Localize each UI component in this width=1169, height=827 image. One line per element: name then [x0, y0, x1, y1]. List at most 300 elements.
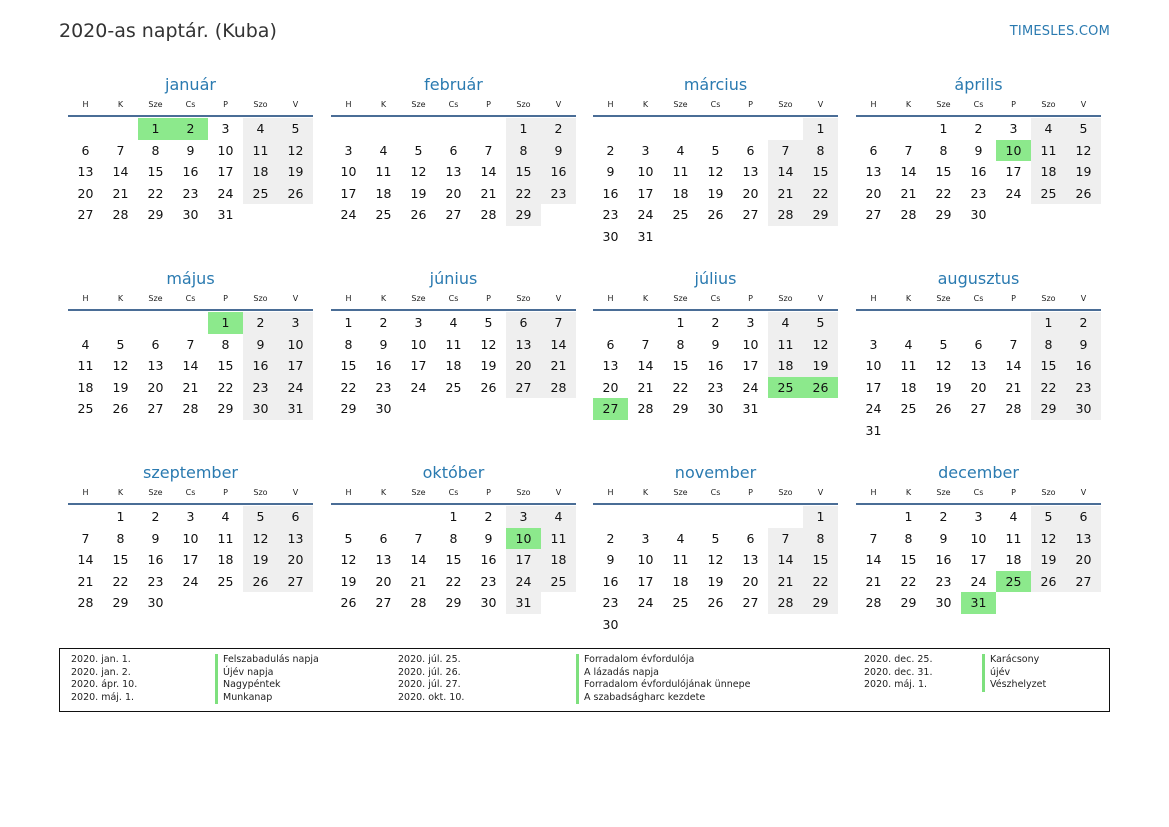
- header-rule: [593, 309, 838, 311]
- weekend-day: 20: [506, 355, 541, 377]
- weekday-label: Cs: [710, 488, 721, 497]
- day-cell: 27: [742, 595, 759, 611]
- empty-cell: [173, 592, 208, 614]
- day-cell: 24: [340, 207, 357, 223]
- weekend-day: 27: [506, 377, 541, 399]
- empty-cell: [768, 506, 803, 528]
- weekend-day: 9: [243, 334, 278, 356]
- weekday-label: Szo: [253, 294, 268, 303]
- legend-name: A szabadságharc kezdete: [584, 691, 706, 703]
- empty-cell: [331, 118, 366, 140]
- day-cell: 7: [1009, 336, 1018, 352]
- header-rule: [856, 115, 1101, 117]
- day-cell: 19: [707, 185, 724, 201]
- weekend-day: 2: [541, 118, 576, 140]
- day-cell: 20: [445, 185, 462, 201]
- weekday-label: Cs: [448, 294, 459, 303]
- weekday-label: Cs: [973, 294, 984, 303]
- weekend-day: 13: [506, 334, 541, 356]
- legend-name: Újév napja: [223, 666, 274, 678]
- empty-cell: [768, 226, 803, 248]
- empty-cell: [103, 312, 138, 334]
- empty-cell: [541, 398, 576, 420]
- day-cell: 30: [480, 595, 497, 611]
- empty-cell: [663, 226, 698, 248]
- weekday-label: P: [486, 488, 491, 497]
- week-row: [856, 161, 1101, 183]
- day-cell: 24: [410, 379, 427, 395]
- day-cell: 2: [711, 315, 720, 330]
- weekend-day: 6: [278, 506, 313, 528]
- day-cell: 18: [900, 379, 917, 395]
- week-row: [68, 334, 313, 356]
- day-cell: 17: [410, 358, 427, 374]
- day-cell: 10: [410, 336, 427, 352]
- day-cell: 26: [112, 401, 129, 417]
- empty-cell: [278, 592, 313, 614]
- weekend-day: 9: [1066, 334, 1101, 356]
- day-cell: 5: [711, 530, 720, 546]
- day-cell: 23: [707, 379, 724, 395]
- legend-name: Forradalom évfordulójának ünnepe: [584, 679, 751, 691]
- weekday-header: [331, 486, 576, 500]
- day-cell: 21: [410, 573, 427, 589]
- day-cell: 22: [340, 379, 357, 395]
- day-cell: 17: [182, 552, 199, 568]
- day-cell: 15: [217, 358, 234, 374]
- weekend-day: 24: [278, 377, 313, 399]
- header-rule: [331, 115, 576, 117]
- weekend-day: 28: [541, 377, 576, 399]
- weekend-day: 5: [803, 312, 838, 334]
- day-cell: 22: [112, 573, 129, 589]
- empty-cell: [996, 420, 1031, 442]
- day-cell: 15: [900, 552, 917, 568]
- day-cell: 8: [221, 336, 230, 352]
- empty-cell: [208, 592, 243, 614]
- day-cell: 20: [742, 573, 759, 589]
- day-cell: 5: [344, 530, 353, 546]
- weekday-label: V: [292, 294, 299, 303]
- week-row: [331, 549, 576, 571]
- month-10: [331, 462, 576, 614]
- empty-cell: [103, 118, 138, 140]
- day-cell: 21: [1005, 379, 1022, 395]
- day-cell: 17: [340, 185, 357, 201]
- day-cell: 25: [77, 401, 94, 417]
- weekday-label: P: [748, 294, 753, 303]
- day-cell: 28: [480, 207, 497, 223]
- day-cell: 27: [445, 207, 462, 223]
- day-cell: 31: [637, 228, 654, 244]
- weekend-day: 14: [768, 161, 803, 183]
- empty-cell: [506, 398, 541, 420]
- weekday-label: Cs: [185, 100, 196, 109]
- weekday-label: Szo: [253, 100, 268, 109]
- day-cell: 12: [707, 552, 724, 568]
- empty-cell: [803, 226, 838, 248]
- empty-cell: [698, 506, 733, 528]
- day-cell: 26: [935, 401, 952, 417]
- empty-cell: [733, 614, 768, 636]
- empty-cell: [803, 398, 838, 420]
- header-rule: [68, 503, 313, 505]
- day-cell: 21: [182, 379, 199, 395]
- day-cell: 22: [900, 573, 917, 589]
- empty-cell: [768, 118, 803, 140]
- legend-date: 2020. júl. 25.: [398, 654, 461, 665]
- day-cell: 2: [484, 509, 493, 524]
- day-cell: 18: [672, 573, 689, 589]
- day-cell: 18: [217, 552, 234, 568]
- weekday-label: Cs: [448, 488, 459, 497]
- empty-cell: [698, 226, 733, 248]
- empty-cell: [436, 118, 471, 140]
- empty-cell: [891, 312, 926, 334]
- day-cell: 7: [116, 142, 125, 158]
- legend-name: újév: [990, 666, 1011, 678]
- weekend-day: 31: [506, 592, 541, 614]
- day-cell: 8: [449, 530, 458, 546]
- day-cell: 8: [116, 530, 125, 546]
- week-row: [331, 571, 576, 593]
- week-row: [856, 334, 1101, 356]
- day-cell: 22: [147, 185, 164, 201]
- day-cell: 23: [935, 573, 952, 589]
- weekend-day: 12: [803, 334, 838, 356]
- month-name: december: [938, 463, 1019, 482]
- day-cell: 21: [77, 573, 94, 589]
- weekend-day: 31: [278, 398, 313, 420]
- week-row: [68, 377, 313, 399]
- day-cell: 11: [445, 336, 462, 352]
- empty-cell: [628, 312, 663, 334]
- weekday-label: Szo: [778, 488, 793, 497]
- day-cell: 7: [414, 530, 423, 546]
- day-cell: 17: [865, 379, 882, 395]
- weekend-day: 17: [506, 549, 541, 571]
- day-cell: 1: [449, 509, 458, 524]
- week-row: [331, 204, 576, 226]
- day-cell: 4: [904, 336, 913, 352]
- month-name: június: [429, 269, 478, 288]
- day-cell: 3: [221, 121, 230, 136]
- day-cell: 22: [935, 185, 952, 201]
- weekend-day: 2: [1066, 312, 1101, 334]
- weekday-label: K: [642, 100, 649, 109]
- day-cell: 4: [1009, 509, 1018, 524]
- weekend-day: 19: [1066, 161, 1101, 183]
- empty-cell: [733, 118, 768, 140]
- week-row: [331, 334, 576, 356]
- day-cell: 15: [112, 552, 129, 568]
- day-cell: 30: [602, 228, 619, 244]
- holiday-day: 31: [961, 592, 996, 614]
- weekend-day: 30: [1066, 398, 1101, 420]
- weekday-label: V: [555, 294, 562, 303]
- weekday-label: K: [905, 488, 912, 497]
- day-cell: 17: [742, 358, 759, 374]
- day-cell: 13: [147, 358, 164, 374]
- weekend-day: 12: [1031, 528, 1066, 550]
- day-cell: 2: [606, 142, 615, 158]
- day-cell: 23: [147, 573, 164, 589]
- week-row: [856, 549, 1101, 571]
- day-cell: 25: [445, 379, 462, 395]
- day-cell: 6: [81, 142, 90, 158]
- week-row: [856, 571, 1101, 593]
- day-cell: 1: [904, 509, 913, 524]
- header-rule: [68, 309, 313, 311]
- day-cell: 25: [900, 401, 917, 417]
- empty-cell: [628, 118, 663, 140]
- legend-dates-3: [864, 654, 932, 692]
- day-cell: 11: [77, 358, 94, 374]
- weekday-label: K: [117, 100, 124, 109]
- day-cell: 26: [707, 595, 724, 611]
- weekday-label: Sze: [936, 100, 951, 109]
- weekend-day: 12: [278, 140, 313, 162]
- weekend-day: 11: [768, 334, 803, 356]
- day-cell: 8: [676, 336, 685, 352]
- day-cell: 27: [970, 401, 987, 417]
- day-cell: 12: [480, 336, 497, 352]
- week-row: [331, 528, 576, 550]
- header-rule: [856, 503, 1101, 505]
- weekday-header: [68, 292, 313, 306]
- day-cell: 3: [344, 142, 353, 158]
- week-row: [593, 614, 838, 636]
- month-4: [856, 74, 1101, 226]
- day-cell: 3: [641, 530, 650, 546]
- week-row: [856, 398, 1101, 420]
- empty-cell: [593, 118, 628, 140]
- holiday-day: 1: [208, 312, 243, 334]
- day-cell: 12: [340, 552, 357, 568]
- empty-cell: [401, 118, 436, 140]
- month-2: [331, 74, 576, 226]
- empty-cell: [961, 420, 996, 442]
- weekday-label: Sze: [411, 488, 426, 497]
- day-cell: 9: [151, 530, 160, 546]
- weekday-label: P: [1011, 488, 1016, 497]
- week-row: [331, 377, 576, 399]
- weekend-day: 2: [243, 312, 278, 334]
- day-cell: 2: [939, 509, 948, 524]
- day-cell: 2: [379, 315, 388, 330]
- holiday-day: 2: [173, 118, 208, 140]
- weekday-label: K: [380, 100, 387, 109]
- day-cell: 30: [602, 616, 619, 632]
- week-row: [68, 528, 313, 550]
- holiday-day: 26: [803, 377, 838, 399]
- weekday-label: H: [870, 294, 877, 303]
- week-row: [593, 334, 838, 356]
- weekend-day: 16: [243, 355, 278, 377]
- week-row: [593, 161, 838, 183]
- empty-cell: [926, 420, 961, 442]
- weekday-label: K: [380, 294, 387, 303]
- weekday-label: Szo: [1041, 294, 1056, 303]
- week-row: [593, 398, 838, 420]
- site-link[interactable]: TIMESLES.COM: [1009, 24, 1110, 39]
- week-row: [856, 140, 1101, 162]
- weekday-label: P: [223, 294, 228, 303]
- day-cell: 28: [77, 595, 94, 611]
- day-cell: 27: [375, 595, 392, 611]
- empty-cell: [733, 506, 768, 528]
- day-cell: 18: [1005, 552, 1022, 568]
- weekend-day: 22: [1031, 377, 1066, 399]
- day-cell: 14: [480, 164, 497, 180]
- weekend-day: 15: [803, 161, 838, 183]
- empty-cell: [593, 506, 628, 528]
- month-name: szeptember: [142, 463, 238, 482]
- day-cell: 9: [484, 530, 493, 546]
- day-cell: 30: [147, 595, 164, 611]
- weekday-label: V: [292, 100, 299, 109]
- weekday-label: P: [748, 100, 753, 109]
- legend-date: 2020. máj. 1.: [71, 691, 135, 703]
- day-cell: 16: [707, 358, 724, 374]
- day-cell: 31: [865, 422, 882, 438]
- legend-date: 2020. jan. 1.: [71, 654, 131, 665]
- day-cell: 27: [865, 207, 882, 223]
- empty-cell: [803, 614, 838, 636]
- day-cell: 28: [637, 401, 654, 417]
- day-cell: 16: [602, 573, 619, 589]
- week-row: [593, 506, 838, 528]
- legend-date: 2020. júl. 27.: [398, 679, 461, 691]
- weekday-label: V: [817, 488, 824, 497]
- day-cell: 19: [112, 379, 129, 395]
- day-cell: 24: [637, 207, 654, 223]
- weekend-day: 1: [1031, 312, 1066, 334]
- weekday-label: P: [1011, 100, 1016, 109]
- weekday-label: V: [555, 100, 562, 109]
- weekend-day: 6: [1066, 506, 1101, 528]
- month-name: november: [674, 463, 757, 482]
- day-cell: 7: [81, 530, 90, 546]
- weekday-label: Cs: [710, 100, 721, 109]
- day-cell: 2: [606, 530, 615, 546]
- week-row: [593, 140, 838, 162]
- week-row: [68, 161, 313, 183]
- weekend-day: 29: [1031, 398, 1066, 420]
- week-row: [68, 398, 313, 420]
- day-cell: 6: [606, 336, 615, 352]
- empty-cell: [768, 398, 803, 420]
- legend-name: Karácsony: [990, 654, 1040, 665]
- empty-cell: [663, 614, 698, 636]
- day-cell: 13: [970, 358, 987, 374]
- empty-cell: [856, 506, 891, 528]
- week-row: [68, 204, 313, 226]
- weekday-label: Cs: [448, 100, 459, 109]
- empty-cell: [891, 118, 926, 140]
- month-name: október: [422, 463, 485, 482]
- weekday-label: Sze: [148, 488, 163, 497]
- weekend-day: 21: [768, 183, 803, 205]
- day-cell: 23: [970, 185, 987, 201]
- day-cell: 18: [445, 358, 462, 374]
- day-cell: 4: [379, 142, 388, 158]
- weekend-day: 23: [541, 183, 576, 205]
- day-cell: 7: [186, 336, 195, 352]
- day-cell: 25: [672, 595, 689, 611]
- day-cell: 1: [676, 315, 685, 330]
- week-row: [593, 528, 838, 550]
- day-cell: 30: [375, 401, 392, 417]
- weekday-label: V: [1080, 100, 1087, 109]
- day-cell: 19: [480, 358, 497, 374]
- month-name: augusztus: [937, 269, 1020, 288]
- day-cell: 10: [970, 530, 987, 546]
- day-cell: 8: [151, 142, 160, 158]
- week-row: [856, 312, 1101, 334]
- empty-cell: [663, 506, 698, 528]
- weekend-day: 1: [803, 118, 838, 140]
- holiday-day: 25: [768, 377, 803, 399]
- weekday-label: P: [223, 488, 228, 497]
- weekend-day: 13: [278, 528, 313, 550]
- weekend-day: 7: [541, 312, 576, 334]
- weekday-label: P: [223, 100, 228, 109]
- day-cell: 29: [112, 595, 129, 611]
- day-cell: 4: [81, 336, 90, 352]
- empty-cell: [401, 398, 436, 420]
- week-row: [856, 377, 1101, 399]
- empty-cell: [243, 592, 278, 614]
- day-cell: 30: [182, 207, 199, 223]
- weekday-label: Sze: [673, 488, 688, 497]
- day-cell: 9: [186, 142, 195, 158]
- week-row: [68, 571, 313, 593]
- empty-cell: [1066, 592, 1101, 614]
- weekend-day: 18: [1031, 161, 1066, 183]
- week-row: [331, 161, 576, 183]
- day-cell: 26: [480, 379, 497, 395]
- day-cell: 16: [182, 164, 199, 180]
- weekend-day: 8: [803, 140, 838, 162]
- day-cell: 6: [746, 530, 755, 546]
- weekday-label: V: [1080, 488, 1087, 497]
- weekday-label: K: [642, 488, 649, 497]
- day-cell: 24: [970, 573, 987, 589]
- weekday-label: H: [607, 100, 614, 109]
- weekend-day: 26: [278, 183, 313, 205]
- weekend-day: 19: [803, 355, 838, 377]
- empty-cell: [996, 592, 1031, 614]
- empty-cell: [138, 312, 173, 334]
- week-row: [593, 118, 838, 140]
- weekend-day: 8: [506, 140, 541, 162]
- weekend-day: 5: [278, 118, 313, 140]
- day-cell: 5: [116, 336, 125, 352]
- empty-cell: [68, 506, 103, 528]
- day-cell: 3: [1009, 121, 1018, 136]
- weekday-header: [856, 292, 1101, 306]
- weekend-day: 23: [1066, 377, 1101, 399]
- day-cell: 25: [217, 573, 234, 589]
- weekend-day: 21: [541, 355, 576, 377]
- day-cell: 29: [445, 595, 462, 611]
- weekday-label: Szo: [516, 488, 531, 497]
- day-cell: 18: [672, 185, 689, 201]
- day-cell: 29: [672, 401, 689, 417]
- legend-dates-2: [398, 654, 464, 704]
- empty-cell: [1031, 420, 1066, 442]
